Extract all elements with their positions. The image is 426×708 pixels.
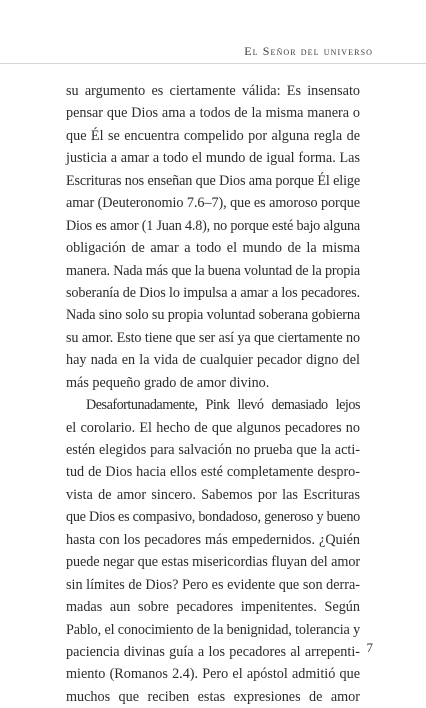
paragraph-2	[66, 394, 360, 708]
header-divider	[0, 63, 426, 64]
paragraph-1	[66, 80, 360, 394]
text-line: amar (Deuteronomio 7.6–7), que es amoroso porque	[66, 195, 360, 212]
text-line: soberanía de Dios lo impulsa a amar a los pecadores.	[66, 284, 361, 301]
text-line: que Él se encuentra compelido por alguna regla de	[66, 127, 360, 144]
text-line: justicia a amar a todo el mundo de igual forma. Las	[66, 150, 360, 167]
text-line: Nada sino solo su propia voluntad soberana gobierna	[66, 307, 360, 324]
text-line: puede negar que estas misericordias fluyan del amor	[66, 554, 361, 571]
text-line: el corolario. El hecho de que algunos pecadores no	[66, 419, 360, 436]
text-line: tud de Dios hacia ellos esté completamente despro-	[66, 464, 360, 481]
text-line: Escrituras nos enseñan que Dios ama porque Él elige	[66, 172, 361, 189]
text-line: muchos que reciben estas expresiones de amor	[66, 688, 360, 705]
text-line: miento (Romanos 2.4). Pero el apóstol admitió que	[66, 666, 360, 683]
text-line: estén elegidos para salvación no prueba que la acti-	[66, 442, 360, 458]
text-line: más pequeño grado de amor divino.	[66, 374, 270, 391]
text-line: Desafortunadamente, Pink llevó demasiado lejos	[86, 397, 360, 414]
page-number: 7	[366, 640, 373, 655]
text-line: hay nada en la vida de cualquier pecador digno del	[66, 352, 360, 369]
text-line: paciencia divinas guía a los pecadores al arrepenti-	[66, 643, 360, 660]
text-line: Pablo, el conocimiento de la benignidad, tolerancia y	[66, 621, 361, 638]
text-line: vista de amor sincero. Sabemos por las Escrituras	[66, 486, 360, 503]
text-line: su amor. Esto tiene que ser así ya que ciertamente no	[66, 329, 360, 346]
text-line: Dios es amor (1 Juan 4.8), no porque esté bajo alguna	[66, 217, 360, 234]
text-line: que Dios es compasivo, bondadoso, generoso y bueno	[66, 509, 361, 526]
body-text	[66, 80, 360, 708]
text-line: sin límites de Dios? Pero es evidente que son derra-	[66, 576, 360, 593]
text-line: pensar que Dios ama a todos de la misma manera o	[66, 105, 360, 122]
text-line: su argumento es ciertamente válida: Es insensato	[66, 83, 360, 99]
text-line: hasta con los pecadores más empedernidos. ¿Quién	[66, 531, 360, 548]
text-line: madas aun sobre pecadores impenitentes. Según	[66, 599, 360, 616]
running-head: El Señor del universo	[244, 44, 373, 58]
text-line: obligación de amar a todo el mundo de la misma	[66, 240, 360, 257]
text-line: manera. Nada más que la buena voluntad de la propia	[66, 262, 360, 279]
